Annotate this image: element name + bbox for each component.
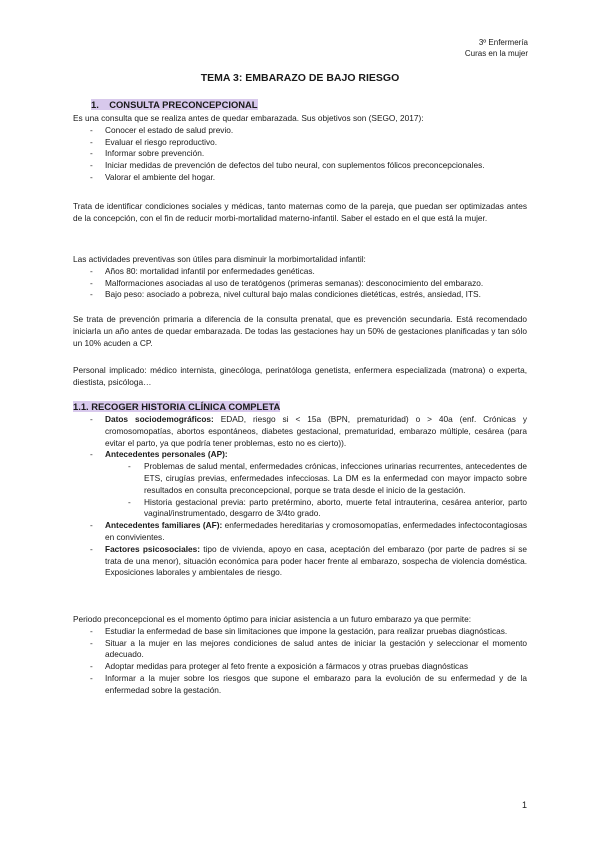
objectives-list (73, 125, 527, 184)
history-list (73, 414, 527, 579)
list-item: - Estudiar la enfermedad de base sin limitaciones que impone la gestación, para realizar pruebas diagnósticas. (73, 626, 527, 638)
header-subject: Curas en la mujer (464, 49, 528, 58)
paragraph-personnel: Personal implicado: médico internista, ginecóloga, perinatóloga genetista, enfermera especializada (matrona) o experta, diestista, psicóloga… (73, 365, 527, 387)
list-item: - Adoptar medidas para proteger al feto frente a exposición a fármacos y otras pruebas diagnósticas (73, 661, 527, 673)
list-item: - Conocer el estado de salud previo. (73, 125, 527, 137)
activities-intro: Las actividades preventivas son útiles para disminuir la morbimortalidad infantil: (73, 254, 366, 264)
intro-paragraph: Es una consulta que se realiza antes de quedar embarazada. Sus objetivos son (SEGO, 2017): (73, 113, 424, 123)
list-item: - Factores psicosociales: tipo de vivienda, apoyo en casa, aceptación del embarazo (por parte de padres si se trata de una menor), situación económica para poder hacer frente al embarazo, sospecha de violencia doméstica. Exposiciones laborales y ambientales de riesgo. (73, 544, 527, 579)
list-item: - Evaluar el riesgo reproductivo. (73, 137, 527, 149)
period-intro: Periodo preconcepcional es el momento óptimo para iniciar asistencia a un futuro embarazo ya que permite: (73, 614, 472, 624)
list-item: - Iniciar medidas de prevención de defectos del tubo neural, con suplementos fólicos preconcepcionales. (73, 160, 527, 172)
activities-list (73, 266, 527, 301)
list-item: - Situar a la mujer en las mejores condiciones de salud antes de iniciar la gestación y seleccionar el momento adecuado. (73, 638, 527, 662)
preconception-period (73, 614, 527, 697)
list-item: - Antecedentes personales (AP): - Problemas de salud mental, enfermedades crónicas, infecciones urinarias recurrentes, antecedentes de ETS, cirugías previas, enfermedades infecciosas. La DM es la enfermedad con mayor impacto sobre resultados en consulta preconcepcional, porque se trata desde el inicio de la gestación. - Historia gestacional previa: parto pretérmino, aborto, muerte fetal intrauterina, cesárea anterior, parto vaginal/instrumentado, desgarro de 3/4to grado. (73, 449, 527, 520)
list-item: - Problemas de salud mental, enfermedades crónicas, infecciones urinarias recurrentes, antecedentes de ETS, cirugías previas, enfermedades infecciosas. La DM es la enfermedad con mayor impacto sobre resultados en consulta preconcepcional, porque se trata desde el inicio de la gestación. (105, 461, 527, 496)
section-1-body (73, 113, 527, 184)
paragraph-prevention: Se trata de prevención primaria a diferencia de la consulta prenatal, que es prevención secundaria. Está recomendado iniciarla un año antes de quedar embarazada. De todas las gestaciones hay un 50% de gestaciones planificadas y tan sólo un 10% acuden a CP. (73, 314, 527, 348)
list-item: - Valorar el ambiente del hogar. (73, 172, 527, 184)
permits-list (73, 626, 527, 697)
list-item: - Historia gestacional previa: parto pretérmino, aborto, muerte fetal intrauterina, cesárea anterior, parto vaginal/instrumentado, desgarro de 3/4to grado. (105, 497, 527, 521)
list-item: - Bajo peso: asociado a pobreza, nivel cultural bajo malas condiciones dietéticas, estrés, ansiedad, ITS. (73, 289, 527, 301)
section-1-1-heading: 1.1. RECOGER HISTORIA CLÍNICA COMPLETA (73, 401, 281, 412)
list-item: - Antecedentes familiares (AF): enfermedades hereditarias y cromosomopatías, enfermedades infectocontagiosas en convivientes. (73, 520, 527, 544)
list-item: - Informar sobre prevención. (73, 148, 527, 160)
page-title: TEMA 3: EMBARAZO DE BAJO RIESGO (200, 72, 400, 84)
header-course: 3º Enfermería (478, 38, 528, 47)
section-1-heading: 1. CONSULTA PRECONCEPCIONAL (91, 99, 258, 110)
paragraph-conditions: Trata de identificar condiciones sociales y médicas, tanto maternas como de la pareja, que puedan ser optimizadas antes de la concepción, con el fin de reducir morbi-mortalidad materno-infantil. Saber el estado en el que está la mujer. (73, 201, 527, 223)
preventive-activities (73, 254, 527, 301)
page-number: 1 (521, 800, 527, 810)
list-item: - Informar a la mujer sobre los riesgos que supone el embarazo para la evolución de su enfermedad y de la enfermedad sobre la gestación. (73, 673, 527, 697)
list-item: - Malformaciones asociadas al uso de teratógenos (primeras semanas): desconocimiento del embarazo. (73, 278, 527, 290)
list-item: - Años 80: mortalidad infantil por enfermedades genéticas. (73, 266, 527, 278)
ap-sublist (105, 461, 527, 520)
list-item: - Datos sociodemográficos: EDAD, riesgo si < 15a (BPN, prematuridad) o > 40a (enf. Crónicas y cromosomopatías, abortos espontáneos, diabetes gestacional, prematuridad, embarazo múltiple, cesárea (para evitar el parto, ya que podría tener problemas, esto no es cierto)). (73, 414, 527, 449)
